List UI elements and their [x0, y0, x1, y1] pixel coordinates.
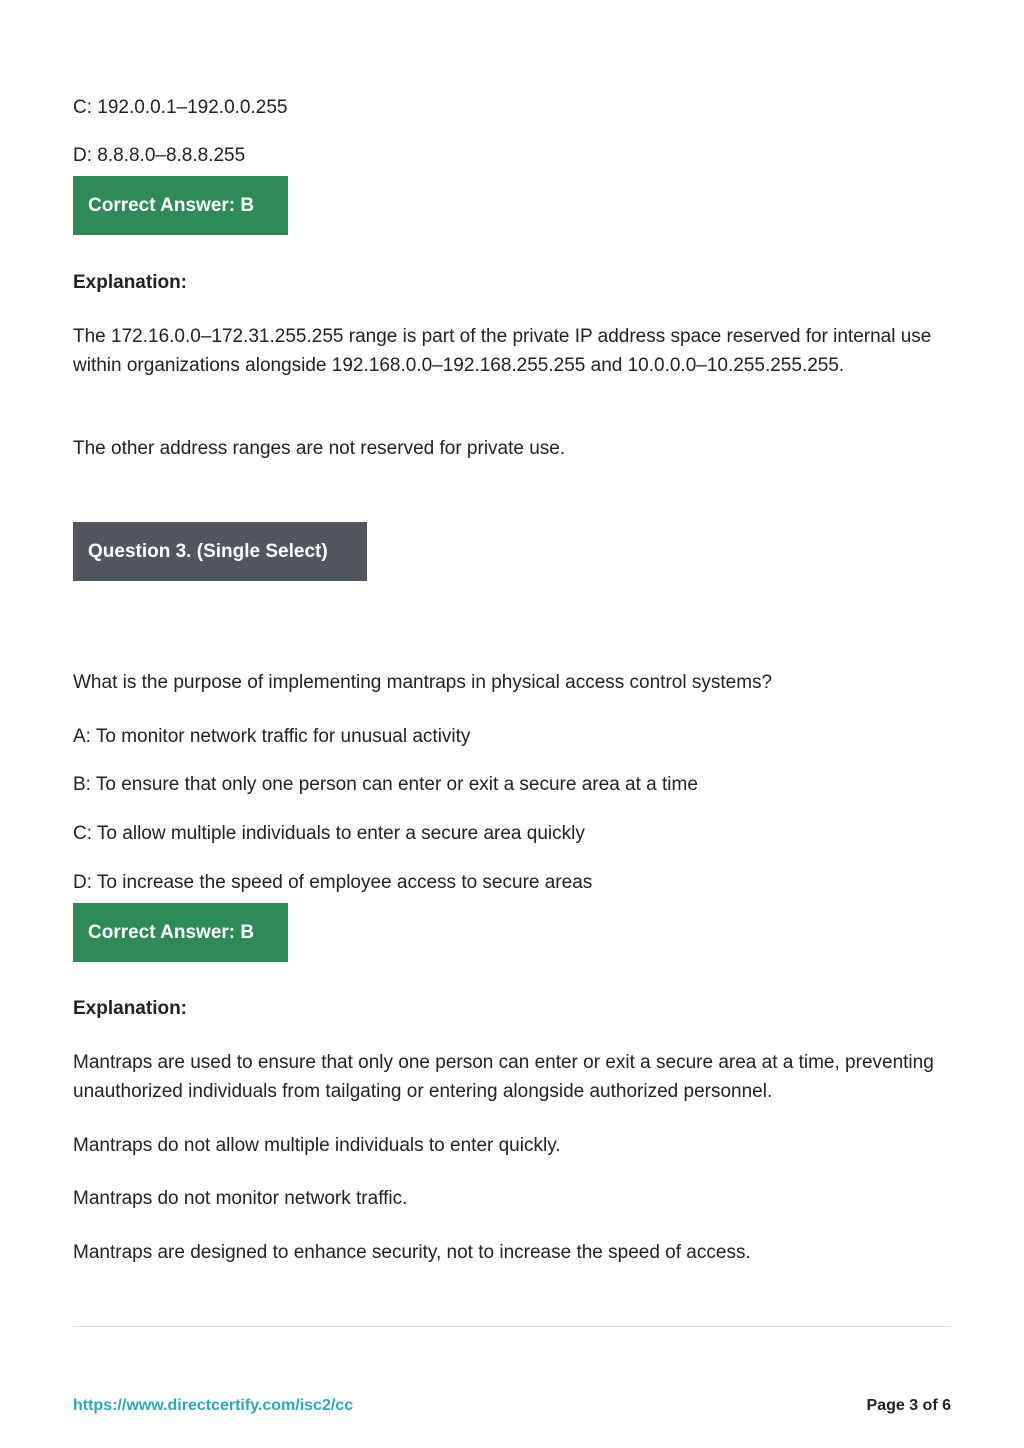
q3-explanation-paragraph-1: Mantraps are used to ensure that only one person can enter or exit a secure area at a time, preventing unauthorized individuals from tailgating or entering alongside authorized personnel. — [73, 1052, 934, 1102]
q2-correct-answer-badge: Correct Answer: B — [73, 176, 288, 235]
page-number: Page 3 of 6 — [866, 1397, 951, 1414]
q3-correct-answer-badge: Correct Answer: B — [73, 903, 288, 962]
q3-question-text: What is the purpose of implementing mantraps in physical access control systems? — [73, 672, 773, 693]
q3-option-b: B: To ensure that only one person can enter or exit a secure area at a time — [73, 774, 698, 795]
q2-option-d: D: 8.8.8.0–8.8.8.255 — [73, 145, 246, 166]
q3-explanation-paragraph-3: Mantraps do not monitor network traffic. — [73, 1188, 408, 1209]
q2-option-c: C: 192.0.0.1–192.0.0.255 — [73, 97, 288, 118]
q3-option-c: C: To allow multiple individuals to enter a secure area quickly — [73, 823, 585, 844]
q2-explanation-heading: Explanation: — [73, 272, 188, 293]
q3-explanation-heading: Explanation: — [73, 998, 188, 1019]
question-3-badge: Question 3. (Single Select) — [73, 522, 367, 581]
footer-url-link[interactable]: https://www.directcertify.com/isc2/cc — [73, 1397, 354, 1414]
q3-explanation-paragraph-4: Mantraps are designed to enhance security, not to increase the speed of access. — [73, 1242, 751, 1263]
footer-divider — [73, 1326, 951, 1327]
q2-explanation-paragraph-2: The other address ranges are not reserved for private use. — [73, 438, 566, 459]
q3-explanation-paragraph-2: Mantraps do not allow multiple individuals to enter quickly. — [73, 1135, 561, 1156]
q2-explanation-paragraph-1: The 172.16.0.0–172.31.255.255 range is part of the private IP address space reserved for internal use within organizations alongside 192.168.0.0–192.168.255.255 and 10.0.0.0–10.255.255.255. — [73, 326, 932, 376]
q3-option-d: D: To increase the speed of employee access to secure areas — [73, 872, 593, 893]
q3-option-a: A: To monitor network traffic for unusual activity — [73, 726, 471, 747]
